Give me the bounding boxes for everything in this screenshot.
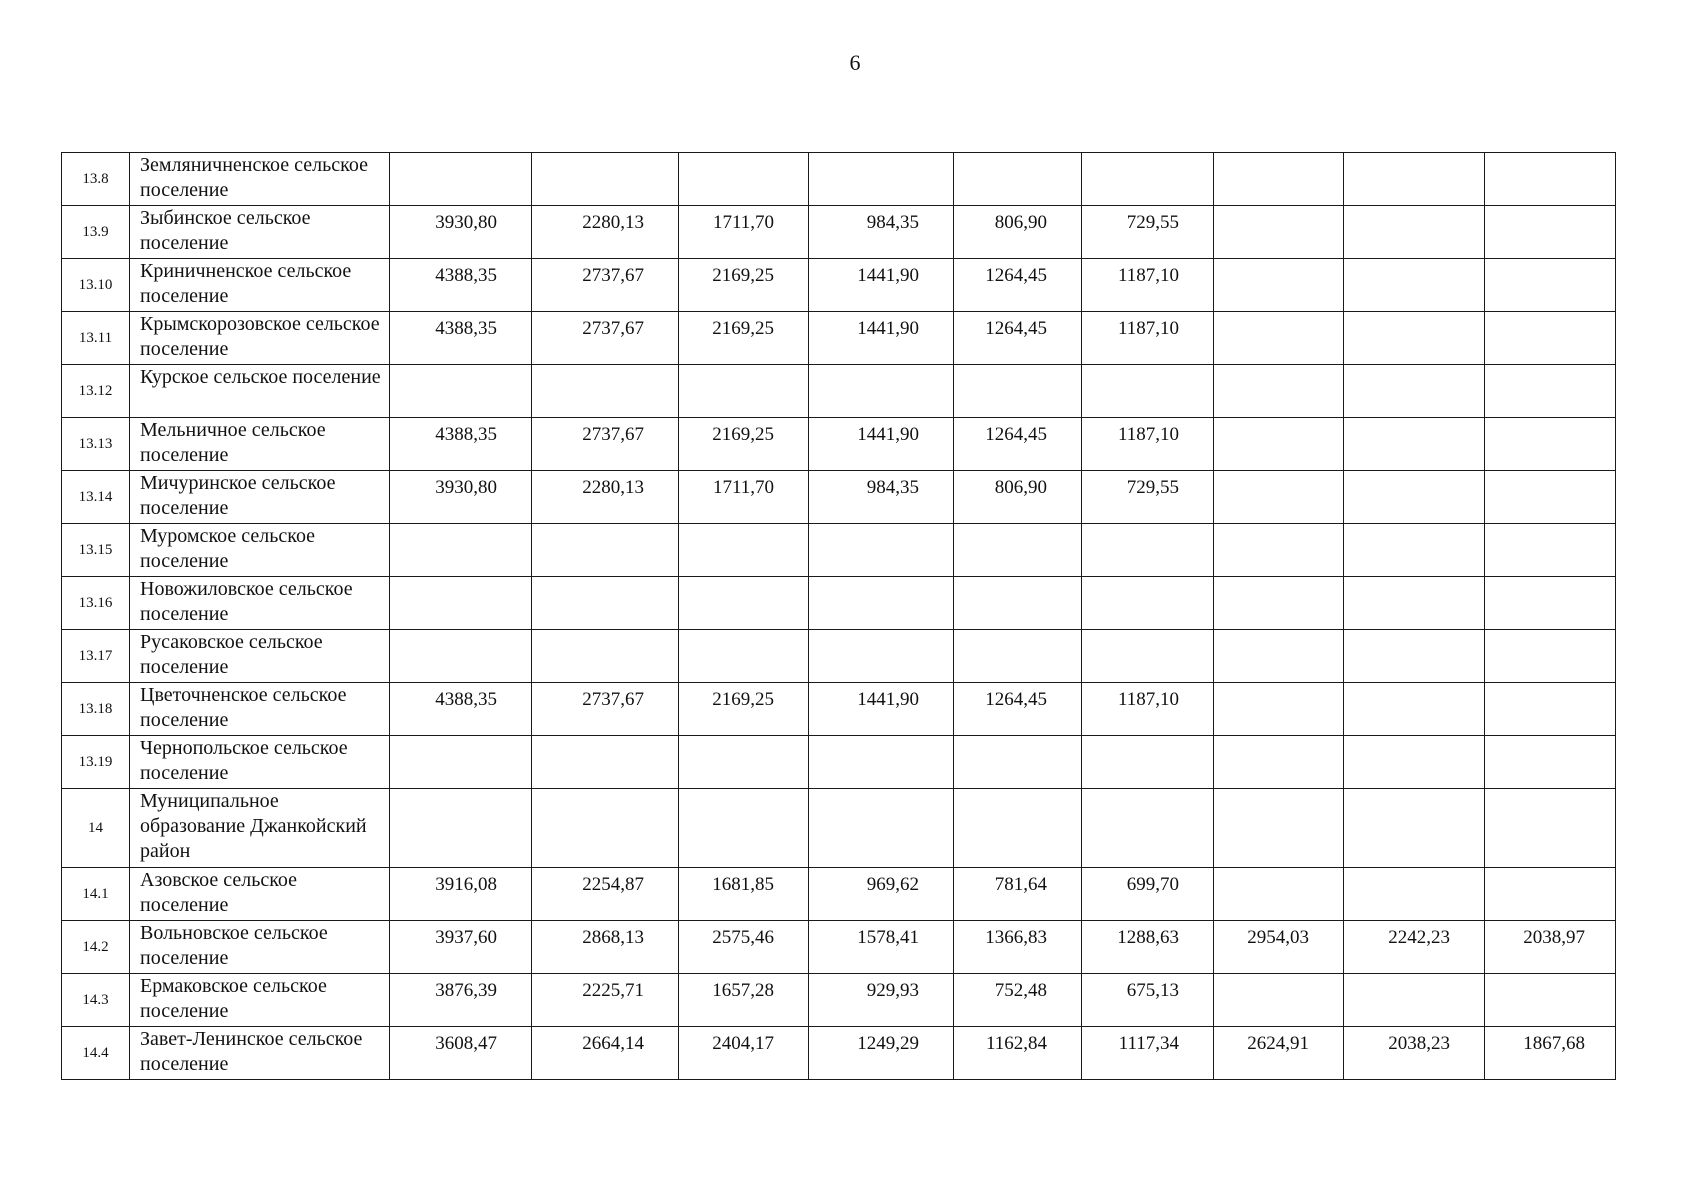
value-cell	[1214, 577, 1344, 630]
value-cell	[809, 524, 954, 577]
value-cell	[1485, 471, 1616, 524]
value-cell: 2169,25	[679, 683, 809, 736]
value-cell	[532, 577, 679, 630]
value-cell	[679, 153, 809, 206]
value-cell	[1344, 683, 1485, 736]
table-row	[62, 259, 1616, 312]
value-cell	[679, 577, 809, 630]
settlement-name-cell: Вольновское сельское поселение	[130, 921, 390, 974]
value-cell	[1214, 418, 1344, 471]
settlement-name-cell: Курское сельское поселение	[130, 365, 390, 418]
value-cell: 4388,35	[390, 418, 532, 471]
settlement-name-cell: Зыбинское сельское поселение	[130, 206, 390, 259]
value-cell: 3930,80	[390, 206, 532, 259]
value-cell: 2038,97	[1485, 921, 1616, 974]
value-cell	[1082, 789, 1214, 868]
value-cell	[532, 524, 679, 577]
value-cell	[532, 736, 679, 789]
value-cell: 4388,35	[390, 683, 532, 736]
settlement-name-cell: Русаковское сельское поселение	[130, 630, 390, 683]
value-cell	[1344, 524, 1485, 577]
value-cell: 2954,03	[1214, 921, 1344, 974]
value-cell: 2737,67	[532, 418, 679, 471]
value-cell: 1264,45	[954, 683, 1082, 736]
value-cell: 2404,17	[679, 1027, 809, 1080]
value-cell: 2575,46	[679, 921, 809, 974]
row-number-cell: 13.13	[62, 418, 130, 471]
settlement-name-cell: Мичуринское сельское поселение	[130, 471, 390, 524]
value-cell	[1485, 206, 1616, 259]
settlement-name-cell: Ермаковское сельское поселение	[130, 974, 390, 1027]
value-cell: 806,90	[954, 206, 1082, 259]
row-number-cell: 14	[62, 789, 130, 868]
table-row	[62, 630, 1616, 683]
value-cell: 1441,90	[809, 683, 954, 736]
value-cell	[954, 630, 1082, 683]
value-cell	[679, 365, 809, 418]
value-cell	[390, 365, 532, 418]
settlement-name-cell: Муниципальное образование Джанкойский район	[130, 789, 390, 868]
value-cell: 781,64	[954, 868, 1082, 921]
value-cell: 1711,70	[679, 471, 809, 524]
value-cell	[390, 789, 532, 868]
settlement-name-cell: Мельничное сельское поселение	[130, 418, 390, 471]
value-cell: 729,55	[1082, 206, 1214, 259]
value-cell: 1657,28	[679, 974, 809, 1027]
value-cell	[1344, 206, 1485, 259]
tariff-table	[61, 152, 1616, 1080]
value-cell	[1344, 312, 1485, 365]
value-cell	[954, 153, 1082, 206]
value-cell	[954, 577, 1082, 630]
value-cell: 1187,10	[1082, 683, 1214, 736]
table-row	[62, 974, 1616, 1027]
table-row	[62, 471, 1616, 524]
value-cell: 1264,45	[954, 312, 1082, 365]
settlement-name-cell: Криничненское сельское поселение	[130, 259, 390, 312]
value-cell: 2868,13	[532, 921, 679, 974]
value-cell	[1485, 683, 1616, 736]
row-number-cell: 13.9	[62, 206, 130, 259]
value-cell	[679, 736, 809, 789]
value-cell	[809, 630, 954, 683]
value-cell: 2280,13	[532, 206, 679, 259]
value-cell	[532, 630, 679, 683]
settlement-name-cell: Чернопольское сельское поселение	[130, 736, 390, 789]
value-cell	[809, 153, 954, 206]
table-row	[62, 524, 1616, 577]
value-cell	[1344, 577, 1485, 630]
value-cell	[532, 789, 679, 868]
row-number-cell: 13.18	[62, 683, 130, 736]
value-cell	[679, 789, 809, 868]
value-cell: 1711,70	[679, 206, 809, 259]
value-cell: 806,90	[954, 471, 1082, 524]
row-number-cell: 14.3	[62, 974, 130, 1027]
value-cell	[1214, 365, 1344, 418]
value-cell: 1288,63	[1082, 921, 1214, 974]
value-cell	[390, 630, 532, 683]
value-cell: 1117,34	[1082, 1027, 1214, 1080]
settlement-name-cell: Цветочненское сельское поселение	[130, 683, 390, 736]
row-number-cell: 14.1	[62, 868, 130, 921]
page-number: 6	[849, 50, 861, 75]
value-cell: 2737,67	[532, 312, 679, 365]
value-cell: 2737,67	[532, 683, 679, 736]
table-row	[62, 868, 1616, 921]
value-cell	[1214, 868, 1344, 921]
value-cell: 2038,23	[1344, 1027, 1485, 1080]
table-row	[62, 418, 1616, 471]
table-row	[62, 1027, 1616, 1080]
value-cell	[809, 789, 954, 868]
value-cell	[532, 365, 679, 418]
value-cell: 1441,90	[809, 312, 954, 365]
row-number-cell: 13.10	[62, 259, 130, 312]
table-row	[62, 921, 1616, 974]
table-row	[62, 736, 1616, 789]
value-cell: 1441,90	[809, 418, 954, 471]
value-cell	[1344, 789, 1485, 868]
value-cell	[1344, 630, 1485, 683]
table-row	[62, 153, 1616, 206]
value-cell	[390, 577, 532, 630]
value-cell: 2280,13	[532, 471, 679, 524]
value-cell	[954, 736, 1082, 789]
row-number-cell: 13.11	[62, 312, 130, 365]
value-cell	[1214, 736, 1344, 789]
value-cell: 969,62	[809, 868, 954, 921]
value-cell: 675,13	[1082, 974, 1214, 1027]
value-cell: 1264,45	[954, 259, 1082, 312]
value-cell	[1485, 789, 1616, 868]
value-cell: 1249,29	[809, 1027, 954, 1080]
value-cell: 1187,10	[1082, 312, 1214, 365]
value-cell	[1485, 736, 1616, 789]
value-cell: 1681,85	[679, 868, 809, 921]
value-cell	[954, 789, 1082, 868]
value-cell	[1214, 206, 1344, 259]
value-cell	[1082, 577, 1214, 630]
value-cell	[1344, 153, 1485, 206]
value-cell	[1485, 524, 1616, 577]
value-cell	[1214, 259, 1344, 312]
value-cell: 2737,67	[532, 259, 679, 312]
value-cell	[1082, 524, 1214, 577]
value-cell: 3876,39	[390, 974, 532, 1027]
value-cell: 929,93	[809, 974, 954, 1027]
value-cell: 2664,14	[532, 1027, 679, 1080]
value-cell: 729,55	[1082, 471, 1214, 524]
row-number-cell: 13.15	[62, 524, 130, 577]
value-cell: 2169,25	[679, 418, 809, 471]
value-cell: 3930,80	[390, 471, 532, 524]
value-cell: 752,48	[954, 974, 1082, 1027]
settlement-name-cell: Крымскорозовское сельское поселение	[130, 312, 390, 365]
value-cell	[390, 736, 532, 789]
value-cell	[1344, 365, 1485, 418]
value-cell	[1344, 259, 1485, 312]
settlement-name-cell: Новожиловское сельское поселение	[130, 577, 390, 630]
value-cell	[1485, 259, 1616, 312]
value-cell	[390, 153, 532, 206]
value-cell	[390, 524, 532, 577]
value-cell: 4388,35	[390, 312, 532, 365]
table-row	[62, 577, 1616, 630]
value-cell	[1214, 974, 1344, 1027]
value-cell	[809, 365, 954, 418]
table-row	[62, 206, 1616, 259]
value-cell: 2225,71	[532, 974, 679, 1027]
value-cell: 1264,45	[954, 418, 1082, 471]
value-cell	[1082, 630, 1214, 683]
row-number-cell: 13.8	[62, 153, 130, 206]
value-cell	[1485, 365, 1616, 418]
value-cell: 1366,83	[954, 921, 1082, 974]
value-cell	[1344, 974, 1485, 1027]
row-number-cell: 13.17	[62, 630, 130, 683]
value-cell	[1485, 974, 1616, 1027]
value-cell	[809, 577, 954, 630]
value-cell: 2254,87	[532, 868, 679, 921]
value-cell	[954, 365, 1082, 418]
value-cell	[1485, 418, 1616, 471]
value-cell	[1344, 868, 1485, 921]
value-cell: 984,35	[809, 471, 954, 524]
value-cell: 2169,25	[679, 259, 809, 312]
table-row	[62, 312, 1616, 365]
value-cell: 2242,23	[1344, 921, 1485, 974]
value-cell	[1214, 630, 1344, 683]
value-cell: 3937,60	[390, 921, 532, 974]
value-cell	[679, 630, 809, 683]
value-cell	[1214, 683, 1344, 736]
row-number-cell: 13.14	[62, 471, 130, 524]
settlement-name-cell: Завет-Ленинское сельское поселение	[130, 1027, 390, 1080]
value-cell: 1187,10	[1082, 259, 1214, 312]
row-number-cell: 14.4	[62, 1027, 130, 1080]
row-number-cell: 13.16	[62, 577, 130, 630]
value-cell	[1485, 312, 1616, 365]
row-number-cell: 14.2	[62, 921, 130, 974]
table-row	[62, 365, 1616, 418]
row-number-cell: 13.19	[62, 736, 130, 789]
row-number-cell: 13.12	[62, 365, 130, 418]
value-cell: 1578,41	[809, 921, 954, 974]
value-cell	[1485, 868, 1616, 921]
value-cell	[1344, 471, 1485, 524]
value-cell	[1082, 736, 1214, 789]
settlement-name-cell: Земляничненское сельское поселение	[130, 153, 390, 206]
value-cell: 1441,90	[809, 259, 954, 312]
value-cell	[679, 524, 809, 577]
settlement-name-cell: Муромское сельское поселение	[130, 524, 390, 577]
value-cell: 3608,47	[390, 1027, 532, 1080]
value-cell	[1214, 153, 1344, 206]
value-cell	[1082, 153, 1214, 206]
value-cell	[1214, 524, 1344, 577]
value-cell	[1485, 153, 1616, 206]
value-cell	[1344, 736, 1485, 789]
value-cell	[1214, 789, 1344, 868]
value-cell	[532, 153, 679, 206]
value-cell: 4388,35	[390, 259, 532, 312]
table-body	[62, 153, 1616, 1080]
settlement-name-cell: Азовское сельское поселение	[130, 868, 390, 921]
value-cell	[1485, 577, 1616, 630]
value-cell	[954, 524, 1082, 577]
value-cell	[809, 736, 954, 789]
value-cell: 2169,25	[679, 312, 809, 365]
value-cell	[1082, 365, 1214, 418]
value-cell: 984,35	[809, 206, 954, 259]
table-row	[62, 683, 1616, 736]
value-cell	[1214, 471, 1344, 524]
value-cell: 1867,68	[1485, 1027, 1616, 1080]
value-cell	[1485, 630, 1616, 683]
value-cell: 2624,91	[1214, 1027, 1344, 1080]
value-cell: 1162,84	[954, 1027, 1082, 1080]
value-cell: 1187,10	[1082, 418, 1214, 471]
value-cell: 699,70	[1082, 868, 1214, 921]
value-cell	[1214, 312, 1344, 365]
value-cell	[1344, 418, 1485, 471]
value-cell: 3916,08	[390, 868, 532, 921]
table-row	[62, 789, 1616, 868]
